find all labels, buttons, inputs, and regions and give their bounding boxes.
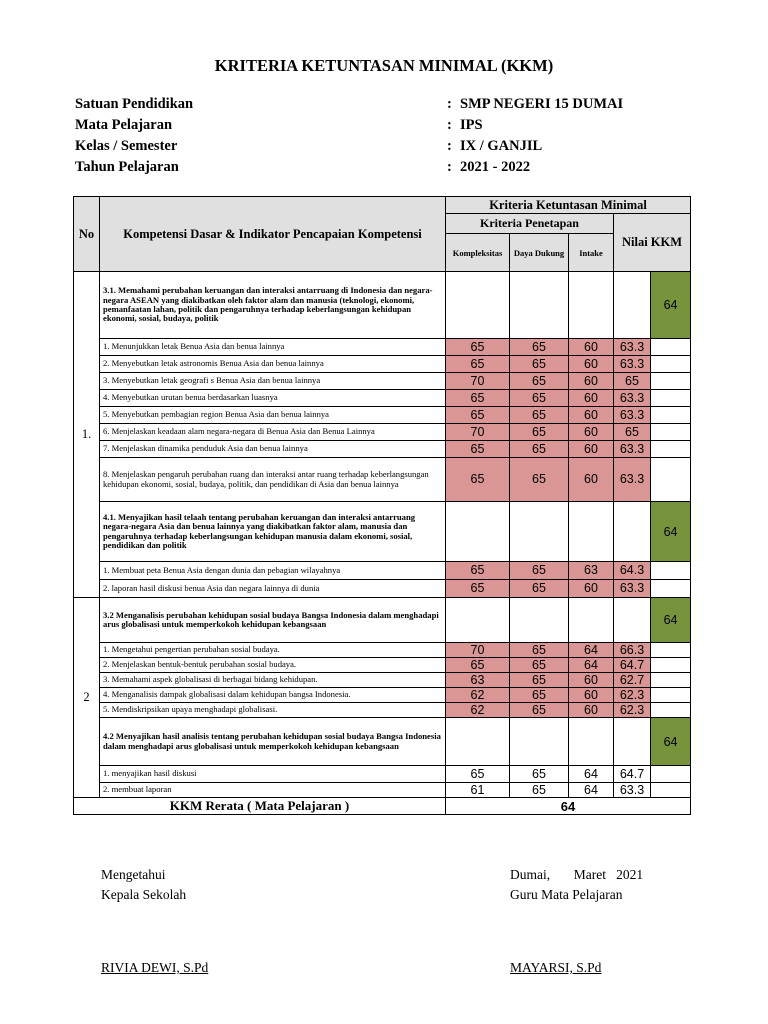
footer-value: 64 — [446, 798, 691, 815]
intake-value: 60 — [569, 424, 614, 441]
info-separator: : — [447, 159, 452, 175]
table-row — [74, 390, 691, 407]
kompleksitas-value: 63 — [446, 673, 510, 688]
empty-cell — [510, 718, 569, 766]
daya-dukung-value: 65 — [510, 407, 569, 424]
indikator-text: 1. menyajikan hasil diskusi — [100, 766, 446, 783]
info-separator: : — [447, 138, 452, 154]
document-title: KRITERIA KETUNTASAN MINIMAL (KKM) — [214, 56, 554, 75]
kompleksitas-value: 70 — [446, 424, 510, 441]
intake-value: 60 — [569, 339, 614, 356]
info-value: 2021 - 2022 — [460, 159, 531, 175]
daya-dukung-value: 65 — [510, 703, 569, 718]
kompleksitas-value: 65 — [446, 658, 510, 673]
empty-cell — [614, 272, 651, 339]
daya-dukung-value: 65 — [510, 339, 569, 356]
header-kompleksitas: Kompleksitas — [446, 234, 510, 272]
kompetensi-dasar: 3.2 Menganalisis perubahan kehidupan sosial budaya Bangsa Indonesia dalam menghadapi arus globalisasi untuk memperkokoh kehidupan kebangsaan — [100, 598, 446, 643]
indikator-text: 3. Memahami aspek globalisasi di berbagai bidang kehidupan. — [100, 673, 446, 688]
row-number: 2 — [74, 598, 100, 798]
intake-value: 60 — [569, 390, 614, 407]
daya-dukung-value: 65 — [510, 580, 569, 598]
daya-dukung-value: 65 — [510, 458, 569, 502]
nilai-kkm-value: 63.3 — [614, 580, 651, 598]
daya-dukung-value: 65 — [510, 562, 569, 580]
empty-cell — [569, 272, 614, 339]
kkm-table — [73, 196, 691, 815]
footer-label: KKM Rerata ( Mata Pelajaran ) — [74, 798, 446, 815]
daya-dukung-value: 65 — [510, 424, 569, 441]
info-value: IX / GANJIL — [460, 138, 543, 154]
header-intake: Intake — [569, 234, 614, 272]
nilai-kkm-value: 64.3 — [614, 562, 651, 580]
table-row — [74, 373, 691, 390]
table-row — [74, 339, 691, 356]
indikator-text: 6. Menjelaskan keadaan alam negara-negara di Benua Asia dan Benua Lainnya — [100, 424, 446, 441]
kd-kkm-value: 64 — [651, 502, 691, 562]
nilai-kkm-value: 63.3 — [614, 458, 651, 502]
kompleksitas-value: 62 — [446, 703, 510, 718]
empty-cell — [446, 598, 510, 643]
empty-cell — [510, 598, 569, 643]
empty-cell — [614, 502, 651, 562]
indikator-text: 2. Menyebutkan letak astronomis Benua Asia dan benua lainnya — [100, 356, 446, 373]
empty-cell — [651, 562, 691, 580]
kd-row — [74, 598, 691, 643]
table-row — [74, 580, 691, 598]
kompleksitas-value: 65 — [446, 390, 510, 407]
table-row — [74, 458, 691, 502]
info-separator: : — [447, 117, 452, 133]
daya-dukung-value: 65 — [510, 390, 569, 407]
empty-cell — [569, 718, 614, 766]
table-row — [74, 783, 691, 798]
indikator-text: 1. Menunjukkan letak Benua Asia dan benua lainnya — [100, 339, 446, 356]
intake-value: 64 — [569, 643, 614, 658]
intake-value: 60 — [569, 673, 614, 688]
sig-left-name: RIVIA DEWI, S.Pd — [101, 960, 209, 975]
header-kompetensi: Kompetensi Dasar & Indikator Pencapaian Kompetensi — [100, 197, 446, 272]
nilai-kkm-value: 64.7 — [614, 766, 651, 783]
empty-cell — [651, 356, 691, 373]
indikator-text: 5. Mendiskripsikan upaya menghadapi globalisasi. — [100, 703, 446, 718]
nilai-kkm-value: 66.3 — [614, 643, 651, 658]
empty-cell — [614, 718, 651, 766]
empty-cell — [651, 339, 691, 356]
info-label: Kelas / Semester — [75, 138, 178, 154]
kd-row — [74, 272, 691, 339]
table-row — [74, 643, 691, 658]
kompleksitas-value: 65 — [446, 562, 510, 580]
header-kkm-group: Kriteria Ketuntasan Minimal — [446, 197, 691, 214]
info-value: SMP NEGERI 15 DUMAI — [460, 96, 624, 112]
daya-dukung-value: 65 — [510, 658, 569, 673]
empty-cell — [569, 502, 614, 562]
intake-value: 60 — [569, 688, 614, 703]
row-number: 1. — [74, 272, 100, 598]
table-row — [74, 356, 691, 373]
table-row — [74, 424, 691, 441]
intake-value: 64 — [569, 766, 614, 783]
empty-cell — [614, 598, 651, 643]
intake-value: 60 — [569, 580, 614, 598]
sig-right-line2: Guru Mata Pelajaran — [510, 887, 623, 902]
kompleksitas-value: 65 — [446, 441, 510, 458]
kompleksitas-value: 65 — [446, 407, 510, 424]
empty-cell — [651, 407, 691, 424]
kd-kkm-value: 64 — [651, 272, 691, 339]
header-penetapan: Kriteria Penetapan — [446, 214, 614, 234]
sig-right-name: MAYARSI, S.Pd — [510, 960, 602, 975]
daya-dukung-value: 65 — [510, 783, 569, 798]
nilai-kkm-value: 62.3 — [614, 688, 651, 703]
kd-row — [74, 718, 691, 766]
kd-kkm-value: 64 — [651, 598, 691, 643]
intake-value: 64 — [569, 658, 614, 673]
table-row — [74, 703, 691, 718]
sig-left-line1: Mengetahui — [101, 867, 166, 882]
intake-value: 64 — [569, 783, 614, 798]
indikator-text: 1. Membuat peta Benua Asia dengan dunia dan pebagian wilayahnya — [100, 562, 446, 580]
nilai-kkm-value: 63.3 — [614, 356, 651, 373]
kompleksitas-value: 65 — [446, 356, 510, 373]
indikator-text: 2. laporan hasil diskusi benua Asia dan negara lainnya di dunia — [100, 580, 446, 598]
intake-value: 60 — [569, 703, 614, 718]
empty-cell — [651, 580, 691, 598]
empty-cell — [651, 783, 691, 798]
nilai-kkm-value: 65 — [614, 424, 651, 441]
intake-value: 60 — [569, 441, 614, 458]
indikator-text: 7. Menjelaskan dinamika penduduk Asia dan benua lainnya — [100, 441, 446, 458]
empty-cell — [651, 424, 691, 441]
table-row — [74, 407, 691, 424]
nilai-kkm-value: 63.3 — [614, 339, 651, 356]
empty-cell — [651, 373, 691, 390]
nilai-kkm-value: 64.7 — [614, 658, 651, 673]
empty-cell — [510, 272, 569, 339]
kd-row — [74, 502, 691, 562]
daya-dukung-value: 65 — [510, 643, 569, 658]
daya-dukung-value: 65 — [510, 688, 569, 703]
empty-cell — [651, 688, 691, 703]
empty-cell — [446, 502, 510, 562]
kompleksitas-value: 65 — [446, 580, 510, 598]
intake-value: 63 — [569, 562, 614, 580]
indikator-text: 2. membuat laporan — [100, 783, 446, 798]
empty-cell — [651, 458, 691, 502]
table-row — [74, 441, 691, 458]
table-row — [74, 766, 691, 783]
table-row — [74, 658, 691, 673]
header-nilai-kkm: Nilai KKM — [614, 214, 691, 272]
table-row — [74, 688, 691, 703]
nilai-kkm-value: 62.7 — [614, 673, 651, 688]
kompleksitas-value: 70 — [446, 373, 510, 390]
intake-value: 60 — [569, 373, 614, 390]
kompleksitas-value: 62 — [446, 688, 510, 703]
sig-right-line1: Dumai, Maret 2021 — [510, 867, 644, 882]
table-row — [74, 673, 691, 688]
kd-kkm-value: 64 — [651, 718, 691, 766]
info-label: Tahun Pelajaran — [75, 159, 179, 175]
nilai-kkm-value: 63.3 — [614, 441, 651, 458]
intake-value: 60 — [569, 458, 614, 502]
nilai-kkm-value: 63.3 — [614, 390, 651, 407]
kompleksitas-value: 70 — [446, 643, 510, 658]
info-label: Mata Pelajaran — [75, 117, 173, 133]
empty-cell — [651, 441, 691, 458]
daya-dukung-value: 65 — [510, 766, 569, 783]
kompleksitas-value: 61 — [446, 783, 510, 798]
indikator-text: 3. Menyebutkan letak geografi s Benua Asia dan benua lainnya — [100, 373, 446, 390]
daya-dukung-value: 65 — [510, 373, 569, 390]
nilai-kkm-value: 63.3 — [614, 783, 651, 798]
daya-dukung-value: 65 — [510, 356, 569, 373]
empty-cell — [651, 658, 691, 673]
kompleksitas-value: 65 — [446, 766, 510, 783]
kompleksitas-value: 65 — [446, 339, 510, 356]
nilai-kkm-value: 62.3 — [614, 703, 651, 718]
info-value: IPS — [460, 117, 483, 133]
sig-left-line2: Kepala Sekolah — [101, 887, 187, 902]
empty-cell — [651, 703, 691, 718]
empty-cell — [651, 390, 691, 407]
indikator-text: 2. Menjelaskan bentuk-bentuk perubahan sosial budaya. — [100, 658, 446, 673]
empty-cell — [651, 643, 691, 658]
kompetensi-dasar: 4.2 Menyajikan hasil analisis tentang perubahan kehidupan sosial budaya Bangsa Indonesia dalam menghadapi arus globalisasi untuk memperkokoh kehidupan kebangsaan — [100, 718, 446, 766]
empty-cell — [510, 502, 569, 562]
indikator-text: 4. Menganalisis dampak globalisasi dalam kehidupan bangsa Indonesia. — [100, 688, 446, 703]
info-separator: : — [447, 96, 452, 112]
indikator-text: 4. Menyebutkan urutan benua berdasarkan luasnya — [100, 390, 446, 407]
nilai-kkm-value: 65 — [614, 373, 651, 390]
empty-cell — [446, 272, 510, 339]
empty-cell — [651, 766, 691, 783]
kompetensi-dasar: 4.1. Menyajikan hasil telaah tentang perubahan keruangan dan interaksi antarruang negara-negara Asia dan benua lainnya yang diakibatkan faktor alam, manusia dan pengaruhnya terhadap keberlangsungan kehidupan manusia dalam ekonomi, sosial, pendidikan dan politik — [100, 502, 446, 562]
intake-value: 60 — [569, 356, 614, 373]
table-row — [74, 562, 691, 580]
nilai-kkm-value: 63.3 — [614, 407, 651, 424]
empty-cell — [569, 598, 614, 643]
header-no: No — [74, 197, 100, 272]
daya-dukung-value: 65 — [510, 441, 569, 458]
info-label: Satuan Pendidikan — [75, 96, 194, 112]
table-body — [74, 272, 691, 798]
indikator-text: 1. Mengetahui pengertian perubahan sosial budaya. — [100, 643, 446, 658]
kompleksitas-value: 65 — [446, 458, 510, 502]
empty-cell — [651, 673, 691, 688]
intake-value: 60 — [569, 407, 614, 424]
empty-cell — [446, 718, 510, 766]
indikator-text: 5. Menyebutkan pembagian region Benua Asia dan benua lainnya — [100, 407, 446, 424]
indikator-text: 8. Menjelaskan pengaruh perubahan ruang dan interaksi antar ruang terhadap keberlangsungan kehidupan ekonomi, sosial, budaya, politik, dan pendidikan di Asia dan benua lainnya — [100, 458, 446, 502]
header-daya-dukung: Daya Dukung — [510, 234, 569, 272]
daya-dukung-value: 65 — [510, 673, 569, 688]
kompetensi-dasar: 3.1. Memahami perubahan keruangan dan interaksi antarruang di Indonesia dan negara-negara ASEAN yang diakibatkan oleh faktor alam dan manusia (teknologi, ekonomi, pemanfaatan lahan, politik dan pengaruhnya terhadap keberlangsungan kehidupan ekonomi, sosial, budaya, politik — [100, 272, 446, 339]
